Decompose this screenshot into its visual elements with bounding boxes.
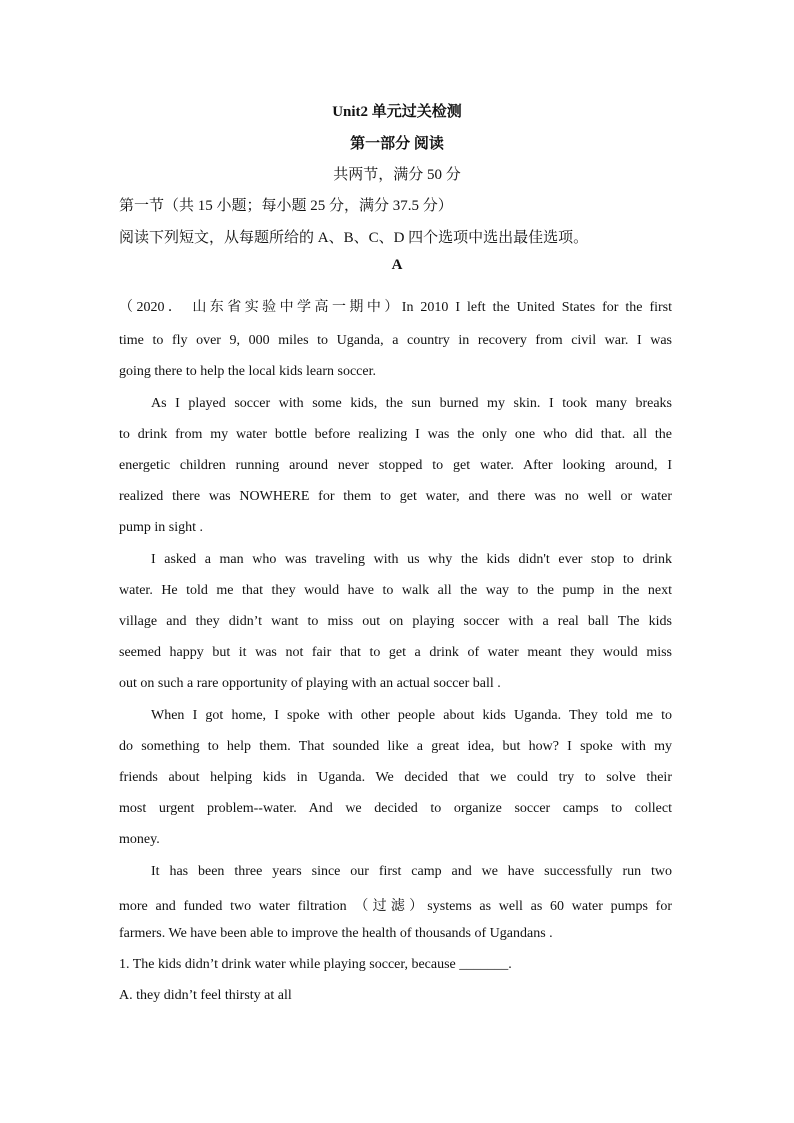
passage-line: friends about helping kids in Uganda. We decided that we could try to solve their bbox=[119, 770, 672, 785]
passage-line: As I played soccer with some kids, the sun burned my skin. I took many breaks bbox=[151, 396, 672, 411]
instruction-text: 阅读下列短文，从每题所给的 A、B、C、D 四个选项中选出最佳选项。 bbox=[119, 230, 589, 246]
passage-line: more and funded two water filtration （过滤）systems as well as 60 water pumps for bbox=[119, 899, 672, 914]
passage-line: energetic children running around never stopped to get water. After looking around, I bbox=[119, 458, 672, 473]
passage-line: village and they didn’t want to miss out on playing soccer with a real ball The kids bbox=[119, 614, 672, 629]
section-heading: 第一节（共 15 小题；每小题 25 分，满分 37.5 分） bbox=[119, 198, 453, 214]
passage-line: I asked a man who was traveling with us why the kids didn't ever stop to drink bbox=[151, 552, 672, 567]
passage-line: seemed happy but it was not fair that to get a drink of water meant they would miss bbox=[119, 645, 672, 660]
passage-line: most urgent problem--water. And we decided to organize soccer camps to collect bbox=[119, 801, 672, 816]
passage-line: time to fly over 9, 000 miles to Uganda, a country in recovery from civil war. I was bbox=[119, 333, 672, 348]
passage-line: do something to help them. That sounded like a great idea, but how? I spoke with my bbox=[119, 739, 672, 754]
score-note: 共两节，满分 50 分 bbox=[333, 167, 461, 183]
part-heading: 第一部分 阅读 bbox=[350, 136, 444, 152]
passage-line: （2020． 山东省实验中学高一期中）In 2010 I left the United States for the first bbox=[119, 300, 672, 315]
passage-line: money. bbox=[119, 832, 160, 847]
passage-line: When I got home, I spoke with other people about kids Uganda. They told me to bbox=[151, 708, 672, 723]
question-option-a: A. they didn’t feel thirsty at all bbox=[119, 988, 292, 1003]
passage-letter: A bbox=[391, 257, 403, 273]
passage-line: water. He told me that they would have to walk all the way to the pump in the next bbox=[119, 583, 672, 598]
page-title: Unit2 单元过关检测 bbox=[332, 104, 462, 120]
passage-line: to drink from my water bottle before realizing I was the only one who did that. all the bbox=[119, 427, 672, 442]
passage-line: It has been three years since our first camp and we have successfully run two bbox=[151, 864, 672, 879]
passage-line: going there to help the local kids learn soccer. bbox=[119, 364, 376, 379]
passage-line: pump in sight . bbox=[119, 520, 204, 535]
passage-line: farmers. We have been able to improve the health of thousands of Ugandans . bbox=[119, 926, 553, 941]
passage-line: out on such a rare opportunity of playing with an actual soccer ball . bbox=[119, 676, 501, 691]
passage-line: realized there was NOWHERE for them to get water, and there was no well or water bbox=[119, 489, 672, 504]
question-stem: 1. The kids didn’t drink water while playing soccer, because _______. bbox=[119, 957, 512, 972]
